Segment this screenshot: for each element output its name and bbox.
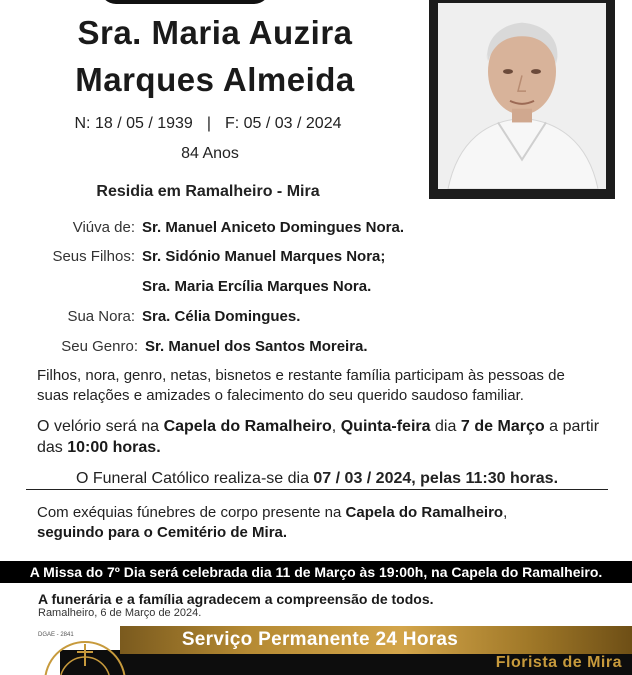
wake-text-part: O velório será na <box>37 418 164 435</box>
death-date: F: 05 / 03 / 2024 <box>224 115 342 132</box>
funeral-home-logo-icon <box>40 632 130 675</box>
family-row-widow <box>0 219 632 239</box>
family-value: Sra. Maria Ercília Marques Nora. <box>142 278 372 295</box>
wake-time: 10:00 horas. <box>67 439 161 456</box>
date-separator: | <box>206 115 211 132</box>
family-label: Viúva de: <box>72 219 135 236</box>
residence: Residia em Ramalheiro - Mira <box>96 183 320 200</box>
wake-text-part: a partir das <box>37 418 600 456</box>
funeral-text-part: O Funeral Católico realiza-se dia <box>75 470 314 487</box>
license-number: DGAE - 2841 <box>38 632 74 638</box>
procession-text-part: , <box>503 504 508 521</box>
family-row-children-2 <box>0 278 632 298</box>
wake-day: Quinta-feira <box>340 418 431 435</box>
family-value: Sr. Manuel dos Santos Moreira. <box>145 338 368 355</box>
wake-date: 7 de Março <box>460 418 545 435</box>
family-row-children <box>0 248 632 268</box>
procession-destination: seguindo para o Cemitério de Mira. <box>37 524 288 541</box>
place-date: Ramalheiro, 6 de Março de 2024. <box>38 607 202 619</box>
family-label: Sua Nora: <box>67 308 135 325</box>
birth-date: N: 18 / 05 / 1939 <box>74 115 193 132</box>
family-value: Sr. Sidónio Manuel Marques Nora; <box>142 248 386 265</box>
mass-banner: A Missa do 7º Dia será celebrada dia 11 de Março às 19:00h, na Capela do Ramalheiro. <box>0 561 632 583</box>
top-decoration <box>100 0 270 4</box>
family-label: Seu Genro: <box>61 338 138 355</box>
family-value: Sra. Célia Domingues. <box>142 308 301 325</box>
life-dates <box>0 115 416 133</box>
family-row-son-in-law <box>0 338 632 358</box>
portrait-frame <box>429 0 615 199</box>
florist-name: Florista de Mira <box>495 654 622 671</box>
deceased-name-line1: Sra. Maria Auzira <box>77 14 353 51</box>
procession-text <box>37 503 599 543</box>
deceased-name-line2: Marques Almeida <box>75 61 355 98</box>
service-banner: Serviço Permanente 24 Horas <box>181 629 459 650</box>
wake-text-part: , <box>331 418 341 435</box>
procession-place: Capela do Ramalheiro <box>345 504 504 521</box>
footer <box>0 622 632 675</box>
portrait-illustration <box>438 3 606 189</box>
family-value: Sr. Manuel Aniceto Domingues Nora. <box>142 219 404 236</box>
family-row-daughter-in-law <box>0 308 632 328</box>
announcement-text: Filhos, nora, genro, netas, bisnetos e restante família participam às pessoas de suas relações e amizades o falecimento do seu querido saudoso familiar. <box>37 367 565 404</box>
wake-text-part: dia <box>430 418 461 435</box>
wake-place: Capela do Ramalheiro <box>163 418 332 435</box>
thanks-text: A funerária e a família agradecem a compreensão de todos. <box>38 591 434 607</box>
age: 84 Anos <box>181 145 239 162</box>
procession-text-part: Com exéquias fúnebres de corpo presente na <box>37 504 346 521</box>
portrait-photo <box>438 3 606 189</box>
funeral-date: 07 / 03 / 2024, pelas 11:30 horas. <box>313 470 559 487</box>
family-label: Seus Filhos: <box>52 248 135 265</box>
wake-text <box>37 416 599 458</box>
funeral-text <box>26 470 608 490</box>
